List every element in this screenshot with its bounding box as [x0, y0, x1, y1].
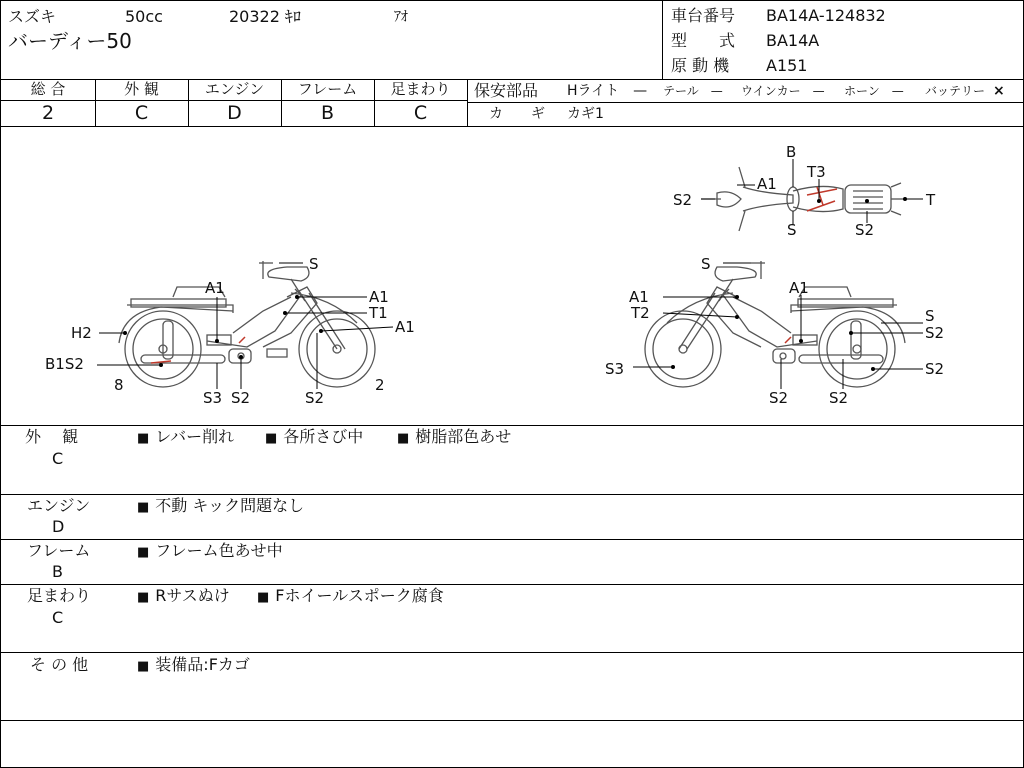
- remark-suspension-label: 足まわり: [27, 586, 92, 605]
- remark-exterior-item: ■ 樹脂部色あせ: [397, 429, 511, 445]
- engine-model-value: A151: [766, 56, 808, 75]
- suspension-grade: C: [413, 102, 428, 124]
- divider: [1, 425, 1023, 426]
- damage-mark-right: [785, 337, 791, 343]
- callout-S: S: [925, 307, 935, 325]
- frame-grade-label: フレーム: [297, 80, 358, 98]
- remark-exterior-item: ■ 各所さび中: [265, 429, 363, 445]
- marker-dot: [871, 367, 875, 371]
- marker-dot: [283, 311, 287, 315]
- callout-S2: S2: [769, 389, 789, 407]
- callout-A1: A1: [369, 288, 389, 306]
- remark-suspension-item: ■ Fホイールスポーク腐食: [257, 588, 444, 604]
- remark-exterior-item: ■ レバー削れ: [137, 429, 234, 445]
- type-value: BA14A: [766, 31, 820, 50]
- remark-engine-item: ■ 不動 キック問題なし: [137, 498, 304, 514]
- marker-dot: [239, 355, 243, 359]
- battery-label: バッテリー: [925, 84, 986, 98]
- winker-status: ウインカー —: [741, 84, 825, 98]
- right-side-bike: [645, 261, 905, 387]
- callout-S2: S2: [829, 389, 849, 407]
- total-grade: 2: [41, 102, 55, 124]
- divider: [467, 102, 1023, 103]
- divider: [1, 652, 1023, 653]
- remark-suspension-item: ■ Rサスぬけ: [137, 588, 230, 604]
- callout-S2: S2: [231, 389, 251, 407]
- remark-engine-grade: D: [52, 517, 65, 536]
- battery-mark: ×: [993, 83, 1005, 99]
- callout-S2: S2: [925, 324, 945, 342]
- callout-A1: A1: [629, 288, 649, 306]
- callout-A1: A1: [395, 318, 415, 336]
- marker-dot: [123, 331, 127, 335]
- remark-exterior-grade: C: [52, 449, 64, 468]
- remark-engine-label: エンジン: [27, 496, 91, 515]
- marker-dot: [319, 329, 323, 333]
- marker-dot: [295, 295, 299, 299]
- remark-frame-label: フレーム: [27, 541, 91, 560]
- top-view-bike: [701, 167, 905, 231]
- callout-2: 2: [375, 376, 385, 394]
- frame-grade: B: [320, 102, 335, 124]
- callout-T2: T2: [631, 304, 650, 322]
- remark-exterior-label: 外 観: [25, 427, 79, 446]
- maker: スズキ: [8, 7, 57, 26]
- key-value: カギ1: [567, 106, 604, 122]
- callout-S3: S3: [203, 389, 223, 407]
- marker-dot: [215, 339, 219, 343]
- taillight-status: テール —: [663, 84, 723, 98]
- callout-S2: S2: [925, 360, 945, 378]
- remark-frame-grade: B: [52, 562, 63, 581]
- marker-dot: [849, 331, 853, 335]
- safety-label: 保安部品: [474, 81, 539, 100]
- other-label: そ の 他: [30, 655, 89, 674]
- callout-A1: A1: [205, 279, 225, 297]
- callout-B1S2: B1S2: [45, 355, 84, 373]
- mileage: 20322 ｷﾛ: [229, 7, 301, 26]
- callout-S: S: [787, 221, 797, 239]
- divider: [1, 494, 1023, 495]
- headlight-status: Hライト —: [567, 83, 648, 99]
- damage-mark-top-1: [807, 189, 837, 195]
- remark-frame-item: ■ フレーム色あせ中: [137, 543, 283, 559]
- marker-dot: [735, 295, 739, 299]
- exterior-grade-label: 外 観: [124, 80, 159, 98]
- callout-S2: S2: [305, 389, 325, 407]
- callout-T3: T3: [807, 163, 826, 181]
- header-divider: [662, 1, 663, 79]
- displacement: 50cc: [125, 7, 163, 26]
- callout-S: S: [701, 255, 711, 273]
- divider: [1, 539, 1023, 540]
- callout-T: T: [926, 191, 936, 209]
- model-name: バーディー50: [8, 29, 132, 53]
- horn-status: ホーン —: [844, 84, 904, 98]
- marker-dot: [671, 365, 675, 369]
- callout-S3: S3: [605, 360, 625, 378]
- other-text: ■ 装備品:Fカゴ: [137, 657, 250, 673]
- damage-mark-top-2: [807, 201, 835, 211]
- engine-grade: D: [227, 102, 242, 124]
- chassis-value: BA14A-124832: [766, 6, 886, 25]
- callout-B: B: [786, 143, 797, 161]
- engine-model-label: 原 動 機: [671, 56, 730, 75]
- grade-divider: [1, 100, 467, 101]
- engine-grade-label: エンジン: [204, 80, 265, 98]
- marker-dot: [159, 363, 163, 367]
- callout-S2: S2: [673, 191, 693, 209]
- callout-H2: H2: [71, 324, 92, 342]
- marker-dot: [903, 197, 907, 201]
- color: ｱｵ: [394, 9, 408, 25]
- remark-suspension-grade: C: [52, 608, 64, 627]
- divider: [1, 720, 1023, 721]
- marker-dot: [865, 199, 869, 203]
- marker-dot: [799, 339, 803, 343]
- marker-dot: [817, 199, 821, 203]
- divider: [1, 584, 1023, 585]
- damage-diagram: [1, 127, 1023, 425]
- damage-mark-left: [239, 337, 245, 343]
- callout-8: 8: [114, 376, 124, 394]
- callout-S2: S2: [855, 221, 875, 239]
- type-label: 型 式: [671, 31, 736, 50]
- callout-A1: A1: [789, 279, 809, 297]
- callout-T1: T1: [369, 304, 388, 322]
- marker-dot: [735, 315, 739, 319]
- key-label: カ ギ: [489, 106, 545, 122]
- callout-A1: A1: [757, 175, 777, 193]
- callout-S: S: [309, 255, 319, 273]
- left-side-bike: [119, 261, 375, 387]
- suspension-grade-label: 足まわり: [390, 80, 451, 98]
- exterior-grade: C: [134, 102, 149, 124]
- chassis-label: 車台番号: [671, 6, 736, 25]
- total-grade-label: 総 合: [30, 80, 66, 98]
